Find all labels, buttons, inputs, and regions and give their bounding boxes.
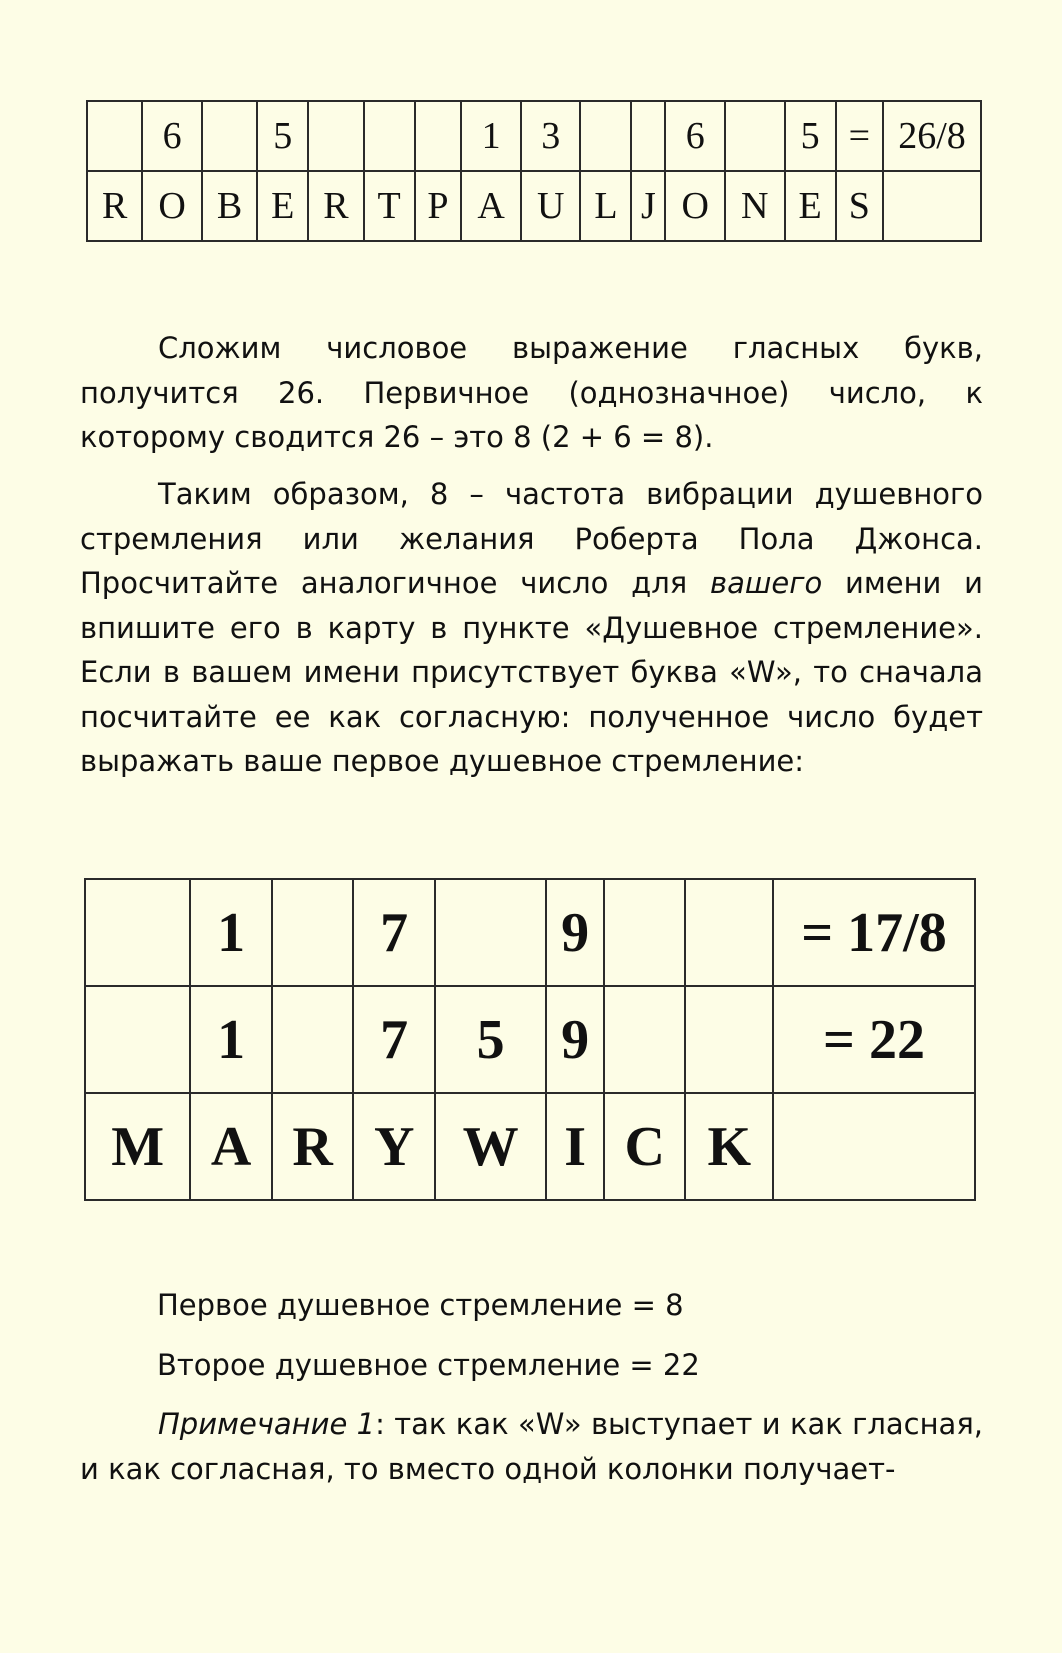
table-cell <box>202 101 257 171</box>
result-cell <box>883 171 981 241</box>
table-cell: 9 <box>546 986 604 1093</box>
table-cell: 9 <box>546 879 604 986</box>
table-cell <box>87 101 142 171</box>
table-cell: 1 <box>190 986 272 1093</box>
letter-cell: M <box>85 1093 190 1200</box>
table-cell: 5 <box>785 101 836 171</box>
letter-cell: I <box>546 1093 604 1200</box>
first-numbers-row <box>85 879 975 986</box>
letter-cell: R <box>87 171 142 241</box>
result-cell: 26/8 <box>883 101 981 171</box>
result-cell <box>773 1093 975 1200</box>
table-cell <box>685 879 773 986</box>
paragraph-soul-urge <box>80 472 983 784</box>
table-cell: 3 <box>521 101 581 171</box>
robert-paul-jones-table <box>86 100 982 242</box>
table-cell <box>85 986 190 1093</box>
table-cell <box>308 101 363 171</box>
letters-row <box>87 171 981 241</box>
letter-cell: W <box>435 1093 546 1200</box>
table-cell <box>415 101 462 171</box>
letter-cell: C <box>604 1093 686 1200</box>
letter-cell: S <box>836 171 883 241</box>
table-cell <box>272 879 354 986</box>
paragraph-vowel-sum: Сложим числовое выражение гласных букв, получится 26. Первичное (однозначное) число, к которому сводится 26 – это 8 (2 + 6 = 8). <box>80 331 983 454</box>
letter-cell: P <box>415 171 462 241</box>
letter-cell: L <box>580 171 631 241</box>
note-label: Примечание 1 <box>158 1407 376 1441</box>
letter-cell: J <box>631 171 665 241</box>
table-cell <box>272 986 354 1093</box>
letters-row <box>85 1093 975 1200</box>
letter-cell: A <box>190 1093 272 1200</box>
table-cell: 1 <box>190 879 272 986</box>
letter-cell: Y <box>353 1093 435 1200</box>
table-cell: 7 <box>353 879 435 986</box>
letter-cell: T <box>364 171 415 241</box>
letter-cell: E <box>257 171 308 241</box>
table-cell <box>604 879 686 986</box>
table-cell: = <box>836 101 883 171</box>
mary-wick-table <box>84 878 976 1201</box>
table-cell: 7 <box>353 986 435 1093</box>
first-soul-urge-line: Первое душевное стремление = 8 <box>157 1288 684 1322</box>
paragraph-text: Таким образом, 8 – частота вибрации душевного стремления или желания Роберта Пола Джонса. Просчитайте аналогичное число для <box>80 477 983 600</box>
second-soul-urge-line: Второе душевное стремление = 22 <box>157 1348 700 1382</box>
table-cell: 6 <box>142 101 202 171</box>
paragraph-text: имени и впишите его в карту в пункте «Душевное стремление». Если в вашем имени присутствует буква «W», то сначала посчитайте ее как согласную: полученное число будет выражать ваше первое душевное стремление: <box>80 566 983 778</box>
letter-cell: O <box>142 171 202 241</box>
letter-cell: R <box>308 171 363 241</box>
emphasis-text: вашего <box>710 566 823 600</box>
letter-cell: R <box>272 1093 354 1200</box>
table-cell <box>85 879 190 986</box>
table-cell <box>580 101 631 171</box>
table-cell <box>364 101 415 171</box>
letter-cell: E <box>785 171 836 241</box>
table-cell <box>685 986 773 1093</box>
table-cell <box>435 879 546 986</box>
vowel-numbers-row <box>87 101 981 171</box>
letter-cell: K <box>685 1093 773 1200</box>
second-numbers-row <box>85 986 975 1093</box>
letter-cell: A <box>461 171 521 241</box>
table-cell: 1 <box>461 101 521 171</box>
result-cell: = 22 <box>773 986 975 1093</box>
letter-cell: U <box>521 171 581 241</box>
table-cell <box>725 101 785 171</box>
table-cell: 5 <box>257 101 308 171</box>
letter-cell: O <box>665 171 725 241</box>
note-paragraph <box>80 1402 983 1491</box>
table-cell: 5 <box>435 986 546 1093</box>
table-cell <box>631 101 665 171</box>
letter-cell: N <box>725 171 785 241</box>
result-cell: = 17/8 <box>773 879 975 986</box>
note-text: : так как «W» выступает и как гласная, и как согласная, то вместо одной колонки получает- <box>80 1407 983 1486</box>
table-cell: 6 <box>665 101 725 171</box>
letter-cell: B <box>202 171 257 241</box>
table-cell <box>604 986 686 1093</box>
